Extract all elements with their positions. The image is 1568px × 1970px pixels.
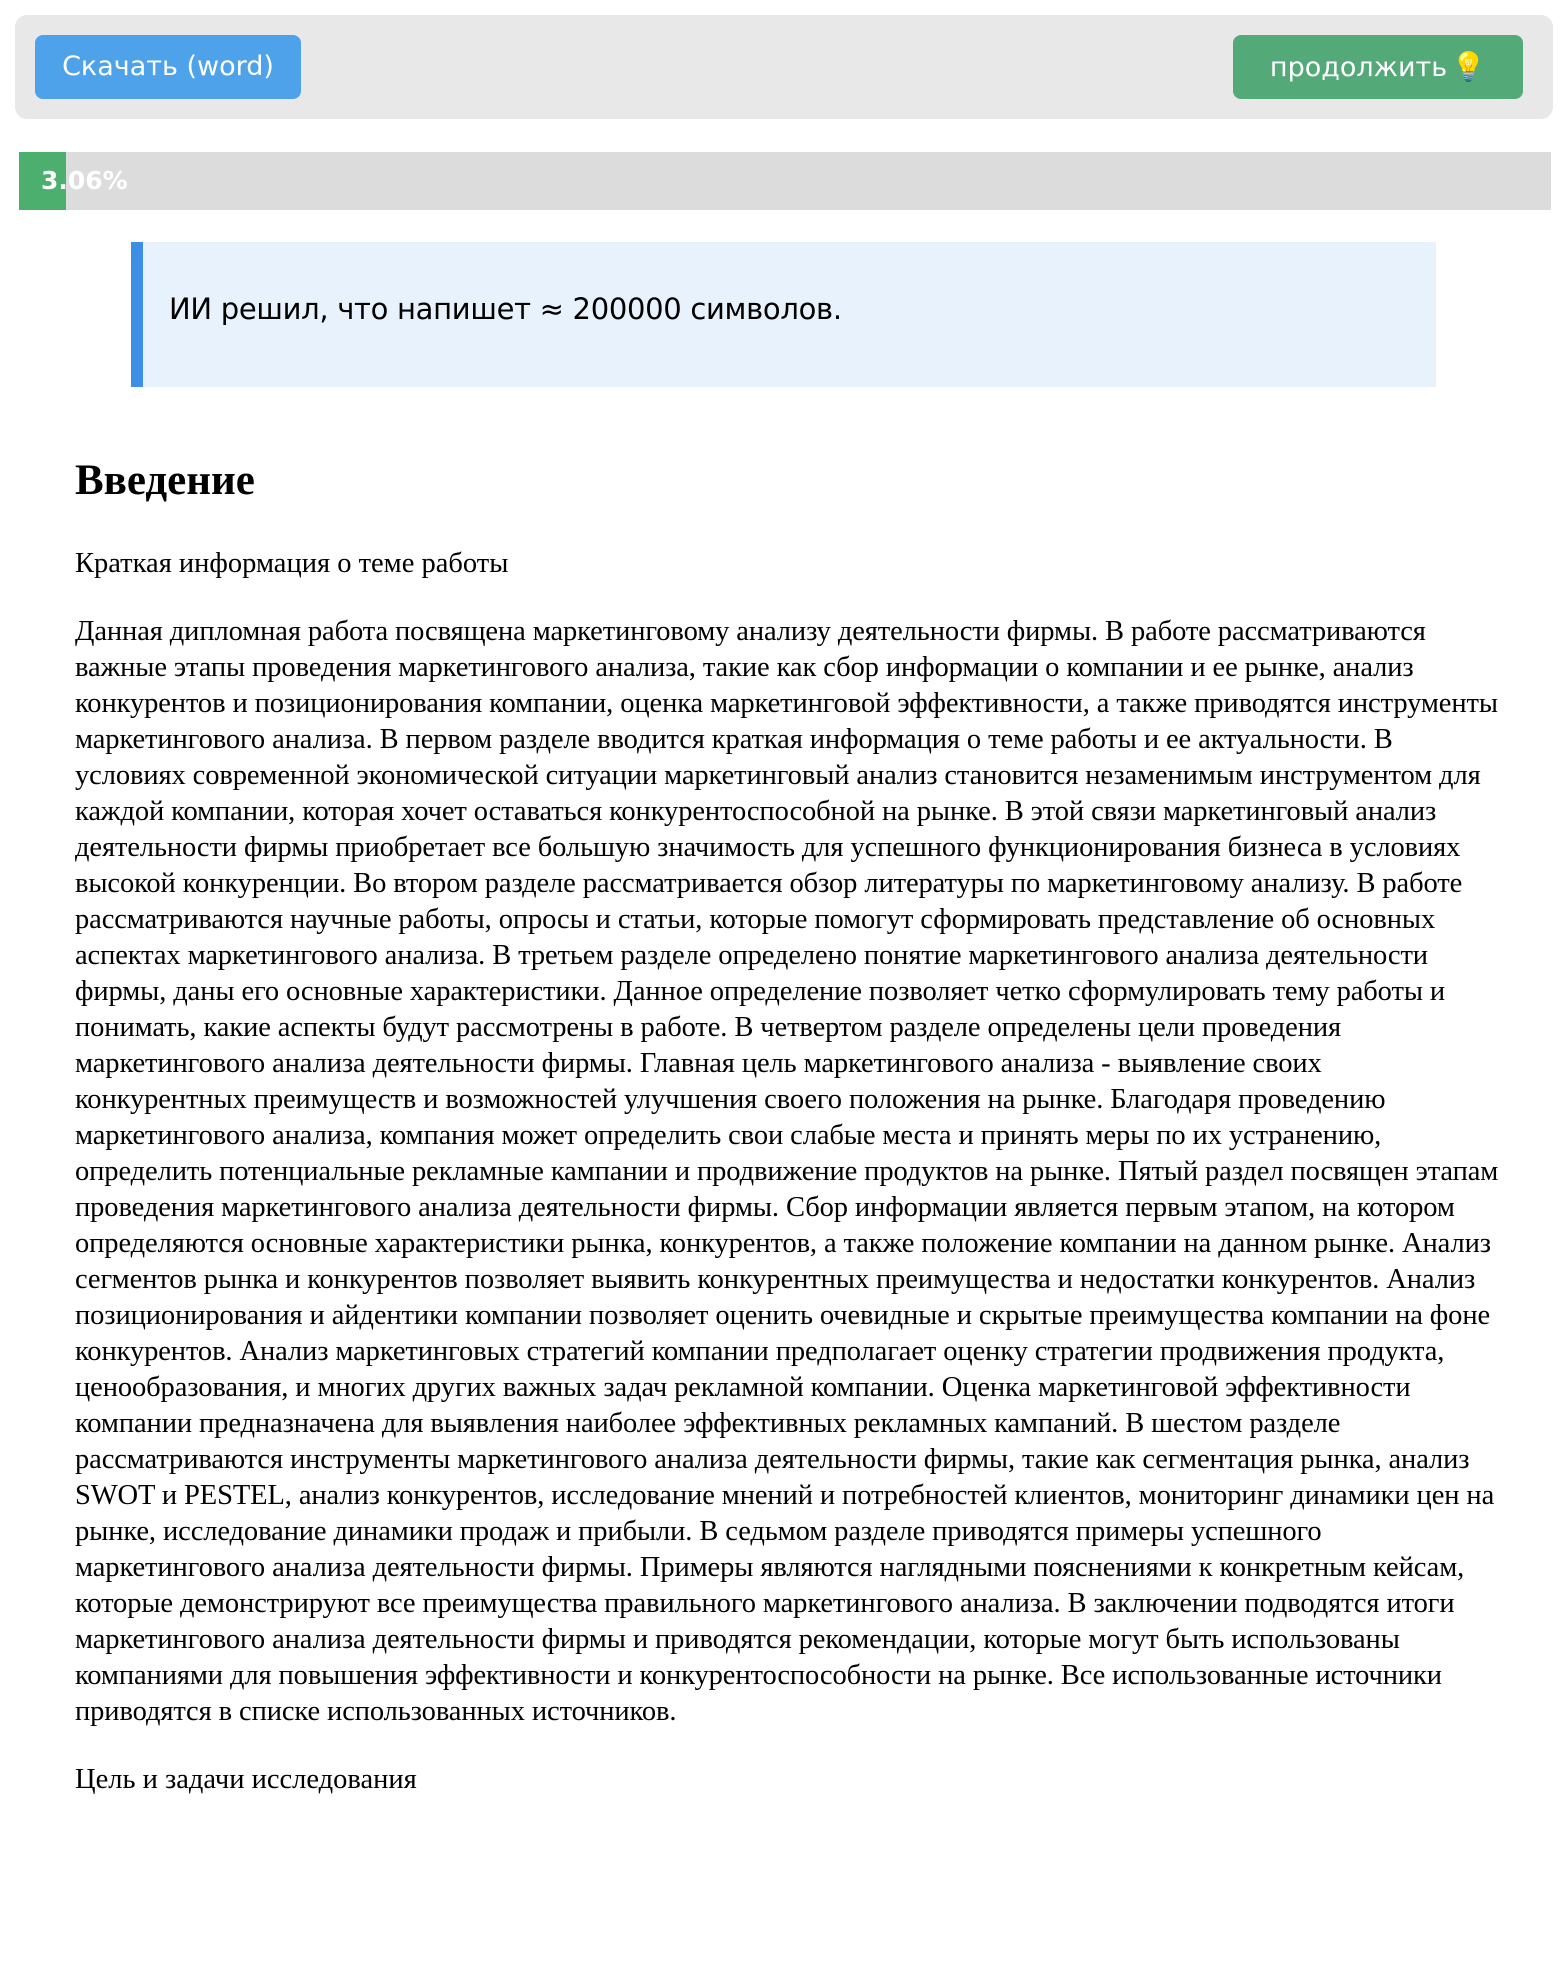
download-word-button[interactable]: Скачать (word) <box>35 35 301 99</box>
section-subheading: Краткая информация о теме работы <box>75 548 509 579</box>
body-paragraph: Данная дипломная работа посвящена маркетинговому анализу деятельности фирмы. В работе рассматриваются важные этапы проведения маркетингового анализа, такие как сбор информации о компании и ее рынке, анализ конкурентов и позиционирования компании, оценка маркетинговой эффективности, а также приводятся инструменты маркетингового анализа. В первом разделе вводится краткая информация о теме работы и ее актуальности. В условиях современной экономической ситуации маркетинговый анализ становится незаменимым инструментом для каждой компании, которая хочет оставаться конкурентоспособной на рынке. В этой связи маркетинговый анализ деятельности фирмы приобретает все большую значимость для успешного функционирования бизнеса в условиях высокой конкуренции. Во втором разделе рассматривается обзор литературы по маркетинговому анализу. В работе рассматриваются научные работы, опросы и статьи, которые помогут сформировать представление об основных аспектах маркетингового анализа. В третьем разделе определено понятие маркетингового анализа деятельности фирмы, даны его основные характеристики. Данное определение позволяет четко сформулировать тему работы и понимать, какие аспекты будут рассмотрены в работе. В четвертом разделе определены цели проведения маркетингового анализа деятельности фирмы. Главная цель маркетингового анализа - выявление своих конкурентных преимуществ и возможностей улучшения своего положения на рынке. Благодаря проведению маркетингового анализа, компания может определить свои слабые места и принять меры по их устранению, определить потенциальные рекламные кампании и продвижение продуктов на рынке. Пятый раздел посвящен этапам проведения маркетингового анализа деятельности фирмы. Сбор информации является первым этапом, на котором определяются основные характеристики рынка, конкурентов, а также положение компании на данном рынке. Анализ сегментов рынка и конкурентов позволяет выявить конкурентных преимущества и недостатки конкурентов. Анализ позиционирования и айдентики компании позволяет оценить очевидные и скрытые преимущества компании на фоне конкурентов. Анализ маркетинговых стратегий компании предполагает оценку стратегии продвижения продукта, ценообразования, и многих других важных задач рекламной компании. Оценка маркетинговой эффективности компании предназначена для выявления наиболее эффективных рекламных кампаний. В шестом разделе рассматриваются инструменты маркетингового анализа деятельности фирмы, такие как сегментация рынка, анализ SWOT и PESTEL, анализ конкурентов, исследование мнений и потребностей клиентов, мониторинг динамики цен на рынке, исследование динамики продаж и прибыли. В седьмом разделе приводятся примеры успешного маркетингового анализа деятельности фирмы. Примеры являются наглядными пояснениями к конкретным кейсам, которые демонстрируют все преимущества правильного маркетингового анализа. В заключении подводятся итоги маркетингового анализа деятельности фирмы и приводятся рекомендации, которые могут быть использованы компаниями для повышения эффективности и конкурентоспособности на рынке. Все использованные источники приводятся в списке использованных источников. <box>75 616 1499 1727</box>
document-content <box>75 450 1500 1798</box>
info-notice-text: ИИ решил, что напишет ≈ 200000 символов. <box>169 292 842 326</box>
toolbar <box>15 15 1553 119</box>
continue-button[interactable] <box>1233 35 1523 99</box>
lightbulb-icon: 💡 <box>1451 50 1487 83</box>
section-heading: Введение <box>75 457 255 504</box>
section-subheading-2: Цель и задачи исследования <box>75 1764 417 1795</box>
progress-bar <box>19 152 1551 210</box>
continue-button-label: продолжить <box>1269 52 1448 83</box>
progress-percent-label: 3.06% <box>41 166 128 195</box>
info-notice <box>131 242 1436 387</box>
